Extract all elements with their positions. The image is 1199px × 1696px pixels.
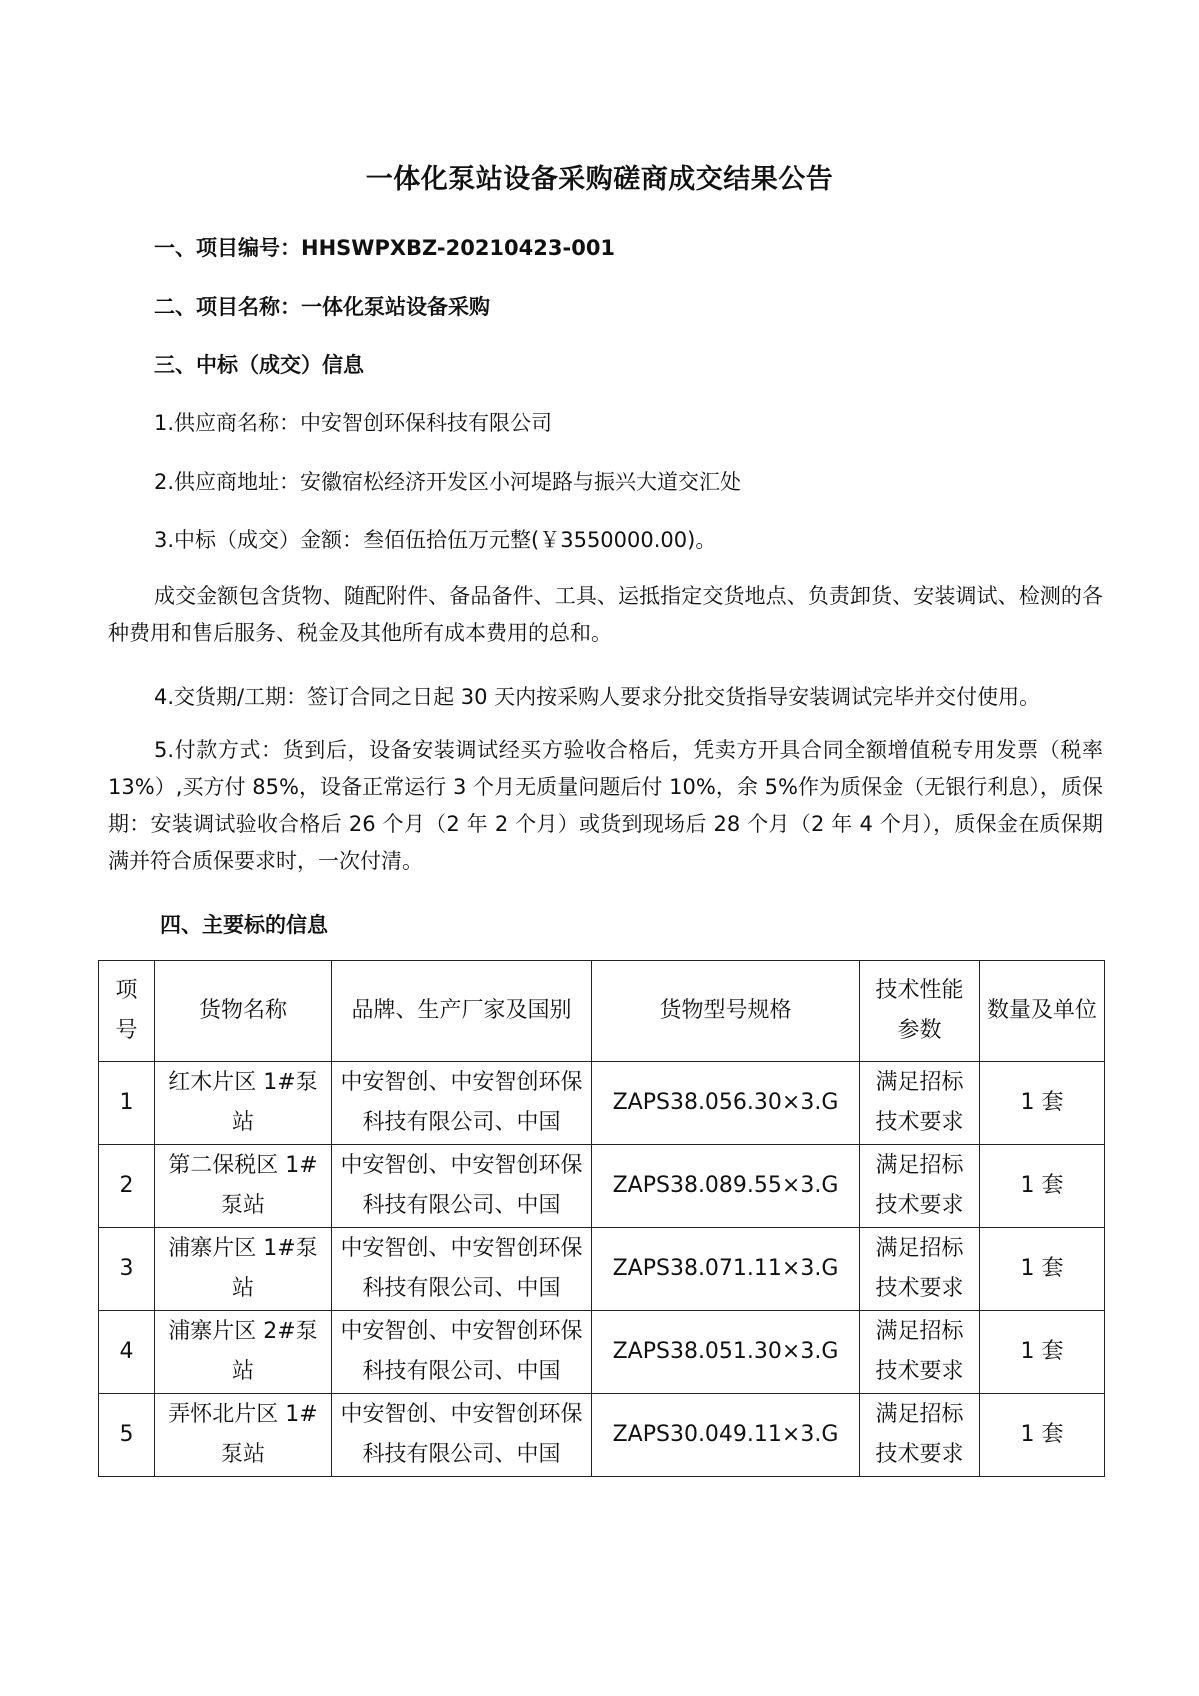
page-title: 一体化泵站设备采购磋商成交结果公告 (365, 164, 834, 195)
cell-brand: 中安智创、中安智创环保科技有限公司、中国 (332, 1062, 592, 1145)
header-quantity: 数量及单位 (980, 961, 1105, 1062)
table-row (99, 1062, 1105, 1145)
cell-brand: 中安智创、中安智创环保科技有限公司、中国 (332, 1394, 592, 1477)
award-info-heading: 三、中标（成交）信息 (154, 353, 364, 377)
cell-goods-name: 浦寨片区 1#泵站 (155, 1228, 332, 1311)
table-row (99, 1311, 1105, 1394)
supplier-name: 1.供应商名称：中安智创环保科技有限公司 (154, 411, 553, 435)
table-row (99, 1394, 1105, 1477)
cell-tech-params: 满足招标技术要求 (860, 1394, 980, 1477)
cell-brand: 中安智创、中安智创环保科技有限公司、中国 (332, 1311, 592, 1394)
payment-terms: 5.付款方式：货到后，设备安装调试经买方验收合格后，凭卖方开具合同全额增值税专用发票（税率 13%）,买方付 85%，设备正常运行 3 个月无质量问题后付 10%，余 5%作为质保金（无银行利息），质保期：安装调试验收合格后 26 个月（2 年 2 个月）或货到现场后 28 个月（2 年 4 个月），质保金在质保期满并符合质保要求时，一次付清。 (108, 738, 1103, 873)
cell-goods-name: 红木片区 1#泵站 (155, 1062, 332, 1145)
project-number: 一、项目编号：HHSWPXBZ-20210423-001 (154, 236, 616, 260)
cell-tech-params: 满足招标技术要求 (860, 1228, 980, 1311)
cell-tech-params: 满足招标技术要求 (860, 1062, 980, 1145)
table-header-row (99, 961, 1105, 1062)
header-goods-name: 货物名称 (155, 961, 332, 1062)
cell-goods-name: 弄怀北片区 1#泵站 (155, 1394, 332, 1477)
main-items-heading: 四、主要标的信息 (160, 913, 328, 937)
cell-quantity: 1 套 (980, 1062, 1105, 1145)
header-item-no: 项号 (99, 961, 155, 1062)
amount-description: 成交金额包含货物、随配附件、备品备件、工具、运抵指定交货地点、负责卸货、安装调试、检测的各种费用和售后服务、税金及其他所有成本费用的总和。 (108, 584, 1103, 645)
project-name: 二、项目名称：一体化泵站设备采购 (154, 295, 490, 319)
table-row (99, 1228, 1105, 1311)
cell-model: ZAPS38.056.30×3.G (592, 1062, 860, 1145)
cell-item-no: 5 (99, 1394, 155, 1477)
cell-quantity: 1 套 (980, 1228, 1105, 1311)
cell-model: ZAPS38.051.30×3.G (592, 1311, 860, 1394)
cell-model: ZAPS38.089.55×3.G (592, 1145, 860, 1228)
supplier-address: 2.供应商地址：安徽宿松经济开发区小河堤路与振兴大道交汇处 (154, 470, 742, 494)
cell-model: ZAPS38.071.11×3.G (592, 1228, 860, 1311)
cell-quantity: 1 套 (980, 1145, 1105, 1228)
cell-tech-params: 满足招标技术要求 (860, 1311, 980, 1394)
cell-item-no: 4 (99, 1311, 155, 1394)
header-brand: 品牌、生产厂家及国别 (332, 961, 592, 1062)
table-row (99, 1145, 1105, 1228)
header-model: 货物型号规格 (592, 961, 860, 1062)
cell-brand: 中安智创、中安智创环保科技有限公司、中国 (332, 1145, 592, 1228)
header-tech-params: 技术性能参数 (860, 961, 980, 1062)
award-amount: 3.中标（成交）金额：叁佰伍拾伍万元整(￥3550000.00)。 (154, 528, 717, 552)
delivery-period: 4.交货期/工期：签订合同之日起 30 天内按采购人要求分批交货指导安装调试完毕并交付使用。 (154, 685, 1041, 709)
cell-tech-params: 满足招标技术要求 (860, 1145, 980, 1228)
cell-quantity: 1 套 (980, 1394, 1105, 1477)
goods-table (98, 960, 1105, 1477)
cell-item-no: 2 (99, 1145, 155, 1228)
cell-quantity: 1 套 (980, 1311, 1105, 1394)
cell-item-no: 1 (99, 1062, 155, 1145)
cell-goods-name: 第二保税区 1#泵站 (155, 1145, 332, 1228)
cell-goods-name: 浦寨片区 2#泵站 (155, 1311, 332, 1394)
cell-brand: 中安智创、中安智创环保科技有限公司、中国 (332, 1228, 592, 1311)
cell-item-no: 3 (99, 1228, 155, 1311)
cell-model: ZAPS30.049.11×3.G (592, 1394, 860, 1477)
